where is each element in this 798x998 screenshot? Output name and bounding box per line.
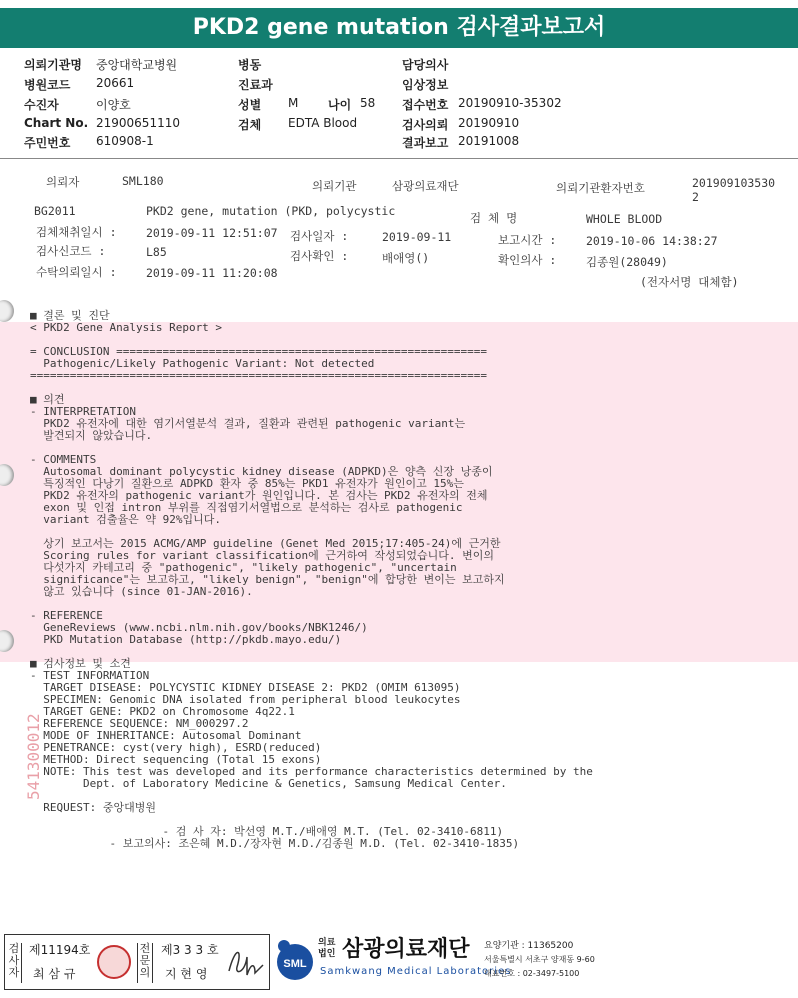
report-line (30, 442, 590, 454)
receipt-label: 접수번호 (402, 98, 449, 112)
report-line: Pathogenic/Likely Pathogenic Variant: Not detected (30, 357, 375, 370)
report-line: significance"는 보고하고, "likely benign", "benign"에 합당한 변이는 보고하지 (30, 573, 505, 586)
report-line: - REFERENCE (30, 609, 103, 622)
report-line: ■ 결론 및 진단 (30, 309, 110, 322)
report-line: 특징적인 다낭기 질환으로 ADPKD 환자 중 85%는 PKD1 유전자가 원인이고 15%는 (30, 477, 464, 490)
clinical-label: 임상정보 (402, 78, 449, 92)
sml-logo-icon (272, 936, 318, 982)
code-line: 요양기관 : 11365200 (484, 941, 574, 951)
org-name: 삼광의료재단 (342, 937, 470, 962)
patient-no-label: 의뢰기관환자번호 (556, 181, 645, 195)
confirm-value: 김종원(28049) (586, 255, 668, 269)
report-time-label: 보고시간 : (498, 233, 557, 247)
request-value: 20190910 (458, 116, 520, 130)
report-line: ■ 검사정보 및 소견 (30, 657, 131, 670)
report-line: GeneReviews (www.ncbi.nlm.nih.gov/books/NBK1246/) (30, 621, 368, 634)
hospital-code-label: 병원코드 (24, 78, 71, 92)
report-line (30, 598, 590, 610)
report-line: SPECIMEN: Genomic DNA isolated from peripheral blood leukocytes (30, 693, 461, 706)
esign-note: (전자서명 대체함) (640, 275, 739, 289)
report-line: PENETRANCE: cyst(very high), ESRD(reduced) (30, 741, 322, 754)
receive-label: 수탁의뢰일시 : (36, 265, 117, 279)
report-line: variant 검출율은 약 92%입니다. (30, 513, 221, 526)
report-line: < PKD2 Gene Analysis Report > (30, 321, 223, 334)
footer (0, 930, 798, 992)
request-label: 검사의뢰 (402, 118, 449, 132)
signature-box (4, 934, 270, 990)
specimen-name-label: 검 체 명 (470, 211, 518, 225)
report-line: PKD2 유전자의 pathogenic variant가 원인입니다. 본 검사는 PKD2 유전자의 전체 (30, 489, 488, 502)
sex-value: M (288, 96, 299, 110)
report-line: 상기 보고서는 2015 ACMG/AMP guideline (Genet Med 2015;17:405-24)에 근거한 (30, 537, 501, 550)
phone: 대표번호 : 02-3497-5100 (484, 969, 580, 978)
report-line: PKD Mutation Database (http://pkdb.mayo.edu/) (30, 633, 342, 646)
specialist-label: 전문의 (137, 943, 153, 983)
ward-label: 병동 (238, 58, 262, 72)
org-value: 삼광의료재단 (392, 179, 459, 193)
report-line: ■ 의견 (30, 393, 65, 406)
report-date-value: 20191008 (458, 134, 520, 148)
specimen-name-value: WHOLE BLOOD (586, 212, 663, 226)
side-stamp: 541300012 (24, 713, 43, 800)
report-line: 않고 있습니다 (since 01-JAN-2016). (30, 585, 253, 598)
patient-no-value-2: 2 (692, 190, 699, 204)
specialist-name: 지 현 영 (165, 967, 208, 981)
divider (0, 158, 798, 159)
age-label: 나이 (328, 98, 352, 112)
hole-icon (0, 300, 14, 322)
report-body (30, 309, 593, 850)
report-line: NOTE: This test was developed and its performance characteristics determined by the (30, 765, 593, 778)
chart-value: 21900651110 (96, 116, 180, 130)
report-line: 발견되지 않았습니다. (30, 429, 153, 442)
tester-label: 검사자 (7, 943, 22, 983)
report-line: = CONCLUSION ======================================================== (30, 345, 487, 358)
report-line: - 검 사 자: 박선영 M.T./배애영 M.T. (Tel. 02-3410-6811) (30, 825, 504, 838)
age-value: 58 (360, 96, 376, 110)
institution-value: 중앙대학교병원 (96, 58, 178, 72)
rrn-value: 610908-1 (96, 134, 154, 148)
tester-name: 최 삼 규 (33, 967, 76, 981)
institution-label: 의뢰기관명 (24, 58, 82, 72)
verify-label: 검사확인 : (290, 249, 349, 263)
report-line: 다섯가지 카테고리 중 "pathogenic", "likely pathogenic", "uncertain (30, 561, 457, 574)
report-line: - COMMENTS (30, 453, 97, 466)
chart-label: Chart No. (24, 116, 89, 130)
rrn-label: 주민번호 (24, 136, 71, 150)
requester-label: 의뢰자 (46, 175, 80, 189)
org-label: 의뢰기관 (312, 179, 357, 193)
logo-text: SML (283, 958, 307, 970)
tester-no: 제11194호 (29, 943, 91, 957)
report-line: Dept. of Laboratory Medicine & Genetics, Samsung Medical Center. (30, 777, 507, 790)
report-date-label: 결과보고 (402, 136, 449, 150)
report-line: REFERENCE SEQUENCE: NM_000297.2 (30, 717, 249, 730)
signature-icon (225, 943, 265, 981)
report-line: - TEST INFORMATION (30, 669, 150, 682)
test-date-label: 검사일자 : (290, 229, 349, 243)
test-code: BG2011 (34, 204, 76, 218)
receipt-value: 20190910-35302 (458, 96, 562, 110)
report-line: TARGET DISEASE: POLYCYSTIC KIDNEY DISEASE 2: PKD2 (OMIM 613095) (30, 681, 461, 694)
org-english: Samkwang Medical Laboratories (320, 966, 512, 977)
report-line: exon 및 인접 intron 부위를 직접염기서열법으로 분석하는 검사로 pathogenic (30, 501, 463, 514)
verify-value: 배애영() (382, 251, 430, 265)
report-line: PKD2 유전자에 대한 염기서열분석 결과, 질환과 관련된 pathogenic variant는 (30, 417, 466, 430)
doctor-label: 담당의사 (402, 58, 449, 72)
patient-no-value: 201909103530 (692, 176, 776, 190)
seal-stamp-icon (97, 945, 131, 979)
specimen-label: 검체 (238, 118, 262, 132)
collect-label: 검체채취일시 : (36, 225, 117, 239)
report-line: - INTERPRETATION (30, 405, 136, 418)
report-line: TARGET GENE: PKD2 on Chromosome 4q22.1 (30, 705, 295, 718)
address: 서울특별시 서초구 양재동 9-60 (484, 955, 595, 964)
sex-label: 성별 (238, 98, 262, 112)
requester-value: SML180 (122, 174, 164, 188)
new-code-value: L85 (146, 245, 167, 259)
report-line: METHOD: Direct sequencing (Total 15 exons) (30, 753, 322, 766)
specimen-value: EDTA Blood (288, 116, 358, 130)
confirm-label: 확인의사 : (498, 253, 557, 267)
dept-label: 진료과 (238, 78, 273, 92)
report-time-value: 2019-10-06 14:38:27 (586, 234, 718, 248)
new-code-label: 검사신코드 : (36, 244, 106, 258)
recipient-label: 수진자 (24, 98, 59, 112)
collect-value: 2019-09-11 12:51:07 (146, 226, 278, 240)
test-name: PKD2 gene, mutation (PKD, polycystic (146, 204, 396, 218)
report-line: Autosomal dominant polycystic kidney disease (ADPKD)은 양측 신장 낭종이 (30, 465, 493, 478)
report-line: - 보고의사: 조은혜 M.D./장자현 M.D./김종원 M.D. (Tel. 02-3410-1835) (30, 837, 520, 850)
report-title: PKD2 gene mutation 검사결과보고서 (0, 8, 798, 48)
patient-info (0, 50, 798, 158)
hospital-code-value: 20661 (96, 76, 135, 90)
test-date-value: 2019-09-11 (382, 230, 452, 244)
report-line: MODE OF INHERITANCE: Autosomal Dominant (30, 729, 302, 742)
org-type: 의료 법인 (318, 938, 336, 959)
specialist-no: 제3 3 3 호 (161, 943, 219, 957)
report-line: REQUEST: 중앙대병원 (30, 801, 156, 814)
receive-value: 2019-09-11 11:20:08 (146, 266, 278, 280)
report-line: ===================================================================== (30, 369, 487, 382)
report-line: Scoring rules for variant classification에 근거하여 작성되었습니다. 변이의 (30, 549, 495, 562)
recipient-value: 이양호 (96, 98, 131, 112)
report-line (30, 382, 590, 394)
